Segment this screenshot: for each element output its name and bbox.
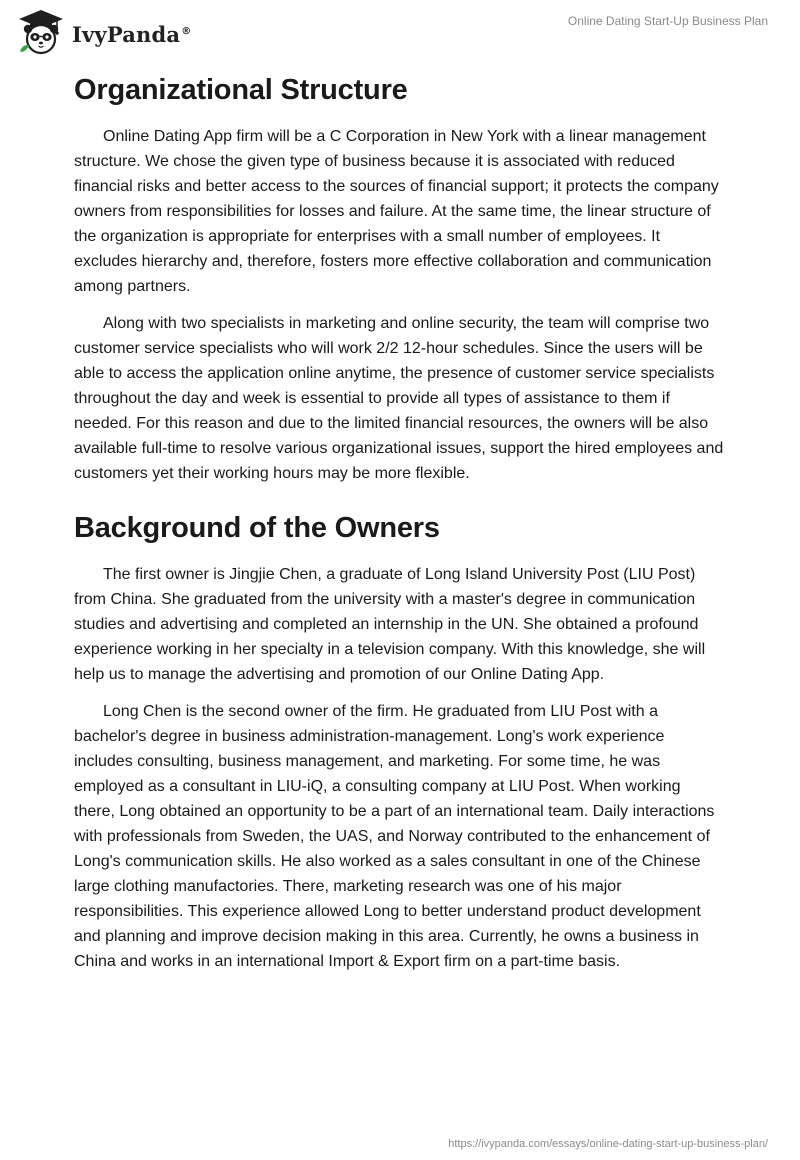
section-background-of-owners [74,508,724,974]
registered-mark: ® [181,25,192,37]
source-url[interactable]: https://ivypanda.com/essays/online-dating-start-up-business-plan/ [448,1138,768,1150]
paragraph: The first owner is Jingjie Chen, a graduate of Long Island University Post (LIU Post) from China. She graduated from the university with a master's degree in communication studies and advertising and completed an internship in the UN. She obtained a profound experience working in her specialty in a television company. With this knowledge, she will help us to manage the advertising and promotion of our Online Dating App. [74,566,706,683]
document-title: Online Dating Start-Up Business Plan [567,14,768,28]
article-body [74,70,724,986]
section-heading: Organizational Structure [74,74,408,106]
brand-name: IvyPanda® [72,21,192,47]
brand-logo[interactable] [16,8,191,56]
paragraph: Long Chen is the second owner of the firm. He graduated from LIU Post with a bachelor's degree in business administration-management. Long's work experience includes consulting, business management, and marketing. For some time, he was employed as a consultant in LIU-iQ, a consulting company at LIU Post. When working there, Long obtained an opportunity to be a part of an international team. Daily interactions with professionals from Sweden, the UAS, and Norway contributed to the enhancement of Long's communication skills. He also worked as a sales consultant in one of the Chinese large clothing manufactories. There, marketing research was one of his major responsibilities. This experience allowed Long to better understand product development and planning and improve decision making in this area. Currently, he owns a business in China and works in an international Import & Export firm on a part-time basis. [74,703,715,970]
section-heading: Background of the Owners [74,512,440,544]
paragraph: Online Dating App firm will be a C Corporation in New York with a linear management structure. We chose the given type of business because it is associated with reduced financial risks and better access to the sources of financial support; it protects the company owners from responsibilities for losses and failure. At the same time, the linear structure of the organization is appropriate for enterprises with a small number of employees. It excludes hierarchy and, therefore, fosters more effective collaboration and communication among partners. [74,128,719,295]
paragraph: Along with two specialists in marketing and online security, the team will comprise two customer service specialists who will work 2/2 12-hour schedules. Since the users will be able to access the application online anytime, the presence of customer service specialists throughout the day and week is essential to provide all types of assistance to them if needed. For this reason and due to the limited financial resources, the owners will be also available full-time to resolve various organizational issues, support the hired employees and customers yet their working hours may be more flexible. [74,315,724,482]
page-header [0,0,800,64]
panda-graduate-icon [16,8,66,56]
section-organizational-structure [74,70,724,486]
